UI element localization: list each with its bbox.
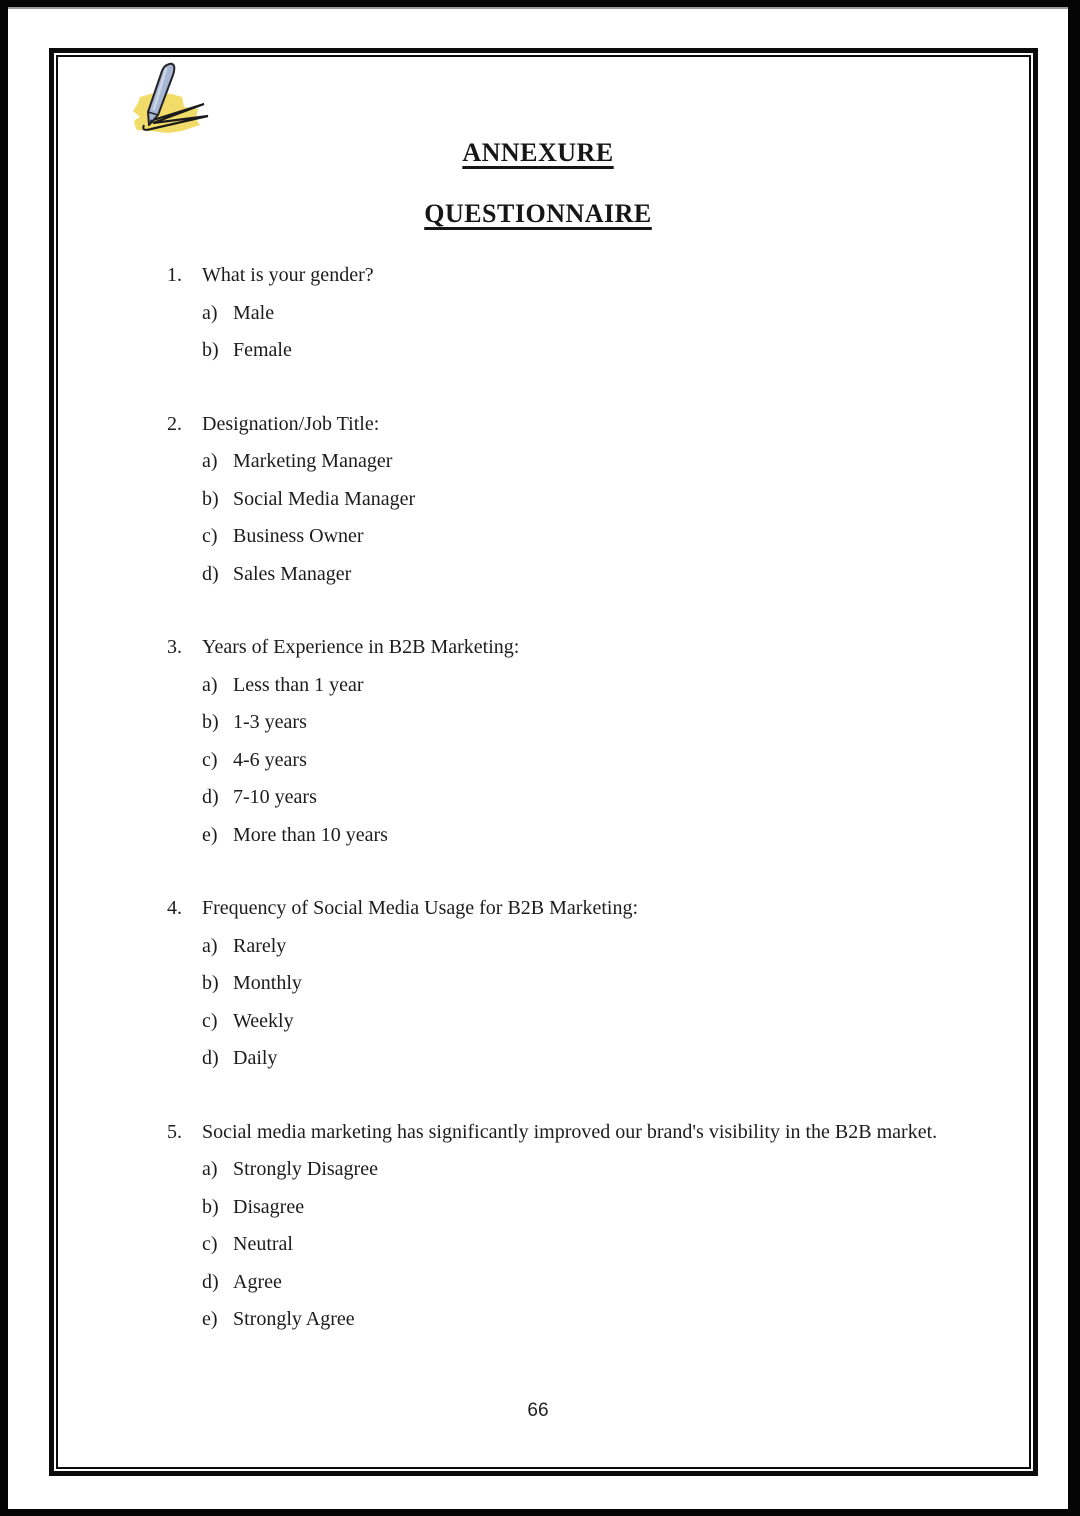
option-row	[202, 1264, 953, 1302]
option-letter: c)	[202, 1233, 218, 1255]
question-row	[167, 1114, 953, 1152]
option-row	[202, 295, 953, 333]
option-text: Agree	[233, 1270, 282, 1293]
option-row	[202, 704, 953, 742]
option-text: Rarely	[233, 934, 287, 957]
question-block	[167, 257, 953, 370]
option-letter: a)	[202, 1158, 218, 1180]
question-text: What is your gender?	[202, 264, 374, 286]
option-row	[202, 1301, 953, 1339]
option-row	[202, 779, 953, 817]
option-letter: a)	[202, 673, 218, 696]
option-text: Strongly Agree	[233, 1308, 355, 1330]
option-letter: b)	[202, 1195, 219, 1218]
option-row	[202, 443, 953, 481]
option-text: Business Owner	[233, 525, 364, 547]
option-text: Disagree	[233, 1195, 305, 1218]
option-row	[202, 667, 953, 705]
option-letter: a)	[202, 301, 218, 324]
option-letter: b)	[202, 339, 219, 361]
option-text: Strongly Disagree	[233, 1158, 378, 1180]
option-row	[202, 481, 953, 519]
questionnaire-title: QUESTIONNAIRE	[424, 199, 652, 228]
option-text: Male	[233, 301, 275, 324]
document-page	[8, 7, 1068, 1509]
pen-writing-icon	[120, 59, 212, 147]
option-row	[202, 518, 953, 556]
question-number: 5.	[167, 1120, 182, 1143]
question-number: 4.	[167, 897, 182, 919]
annexure-title: ANNEXURE	[462, 138, 614, 167]
option-row	[202, 1226, 953, 1264]
option-letter: d)	[202, 562, 219, 585]
option-row	[202, 1003, 953, 1041]
option-letter: e)	[202, 823, 218, 846]
option-text: 4-6 years	[233, 748, 307, 771]
option-text: More than 10 years	[233, 823, 388, 846]
option-row	[202, 742, 953, 780]
option-letter: b)	[202, 711, 219, 733]
option-row	[202, 1040, 953, 1078]
option-row	[202, 1189, 953, 1227]
option-row	[202, 817, 953, 855]
options-list	[167, 1151, 953, 1339]
options-list	[167, 667, 953, 855]
questions-list	[167, 257, 953, 1339]
page-number: 66	[527, 1400, 549, 1421]
option-text: Social Media Manager	[233, 487, 416, 510]
question-text: Frequency of Social Media Usage for B2B Marketing:	[202, 897, 639, 919]
option-letter: b)	[202, 972, 219, 994]
question-number: 2.	[167, 412, 182, 435]
option-letter: c)	[202, 525, 218, 547]
option-letter: e)	[202, 1308, 218, 1330]
option-text: Sales Manager	[233, 562, 352, 585]
option-text: Female	[233, 339, 292, 361]
option-row	[202, 332, 953, 370]
option-letter: a)	[202, 450, 218, 472]
option-letter: d)	[202, 1047, 219, 1069]
question-number: 3.	[167, 636, 182, 658]
option-letter: c)	[202, 1009, 218, 1032]
question-number: 1.	[167, 264, 182, 286]
option-text: Weekly	[233, 1009, 294, 1032]
question-row	[167, 629, 953, 667]
question-block	[167, 629, 953, 854]
question-row	[167, 890, 953, 928]
question-text: Years of Experience in B2B Marketing:	[202, 636, 520, 658]
option-letter: c)	[202, 748, 218, 771]
question-text: Designation/Job Title:	[202, 412, 380, 435]
question-text: Social media marketing has significantly improved our brand's visibility in the B2B market.	[202, 1120, 938, 1143]
question-block	[167, 890, 953, 1078]
option-row	[202, 928, 953, 966]
option-text: Less than 1 year	[233, 673, 364, 696]
question-block	[167, 1114, 953, 1339]
option-text: Neutral	[233, 1233, 293, 1255]
option-row	[202, 1151, 953, 1189]
question-block	[167, 406, 953, 594]
option-text: Daily	[233, 1047, 278, 1069]
options-list	[167, 443, 953, 593]
option-text: 7-10 years	[233, 786, 317, 808]
option-letter: a)	[202, 934, 218, 957]
option-row	[202, 965, 953, 1003]
question-row	[167, 257, 953, 295]
option-letter: d)	[202, 786, 219, 808]
option-letter: b)	[202, 487, 219, 510]
option-text: 1-3 years	[233, 711, 307, 733]
option-letter: d)	[202, 1270, 219, 1293]
options-list	[167, 295, 953, 370]
option-row	[202, 556, 953, 594]
question-row	[167, 406, 953, 444]
options-list	[167, 928, 953, 1078]
option-text: Marketing Manager	[233, 450, 393, 472]
option-text: Monthly	[233, 972, 302, 994]
